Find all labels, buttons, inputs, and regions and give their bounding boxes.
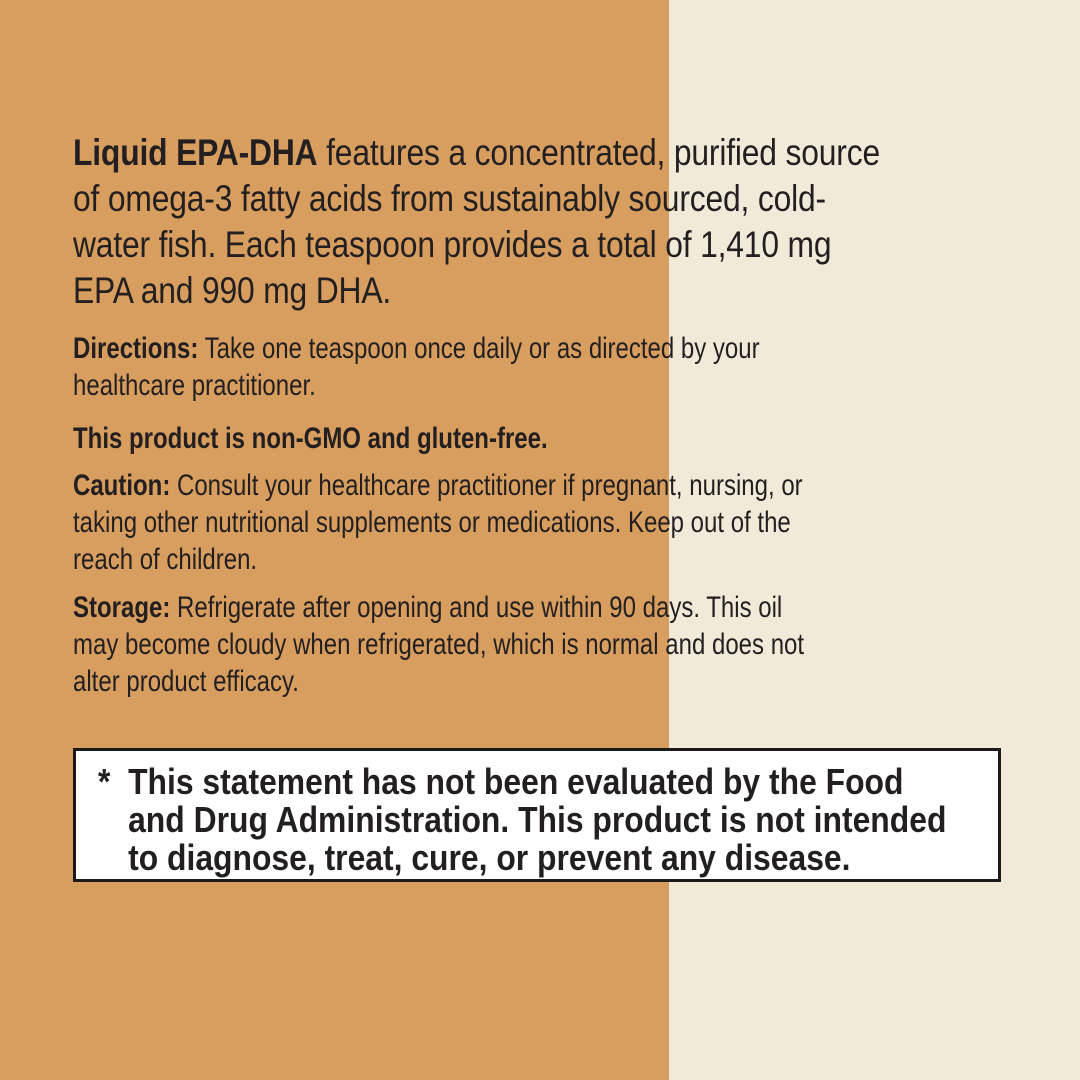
- non-gmo-statement: This product is non-GMO and gluten-free.: [73, 422, 548, 455]
- directions-section: [73, 330, 993, 408]
- caution-line-3: reach of children.: [73, 543, 258, 576]
- disclaimer-line-3: to diagnose, treat, cure, or prevent any disease.: [128, 837, 851, 878]
- storage-line-1: Refrigerate after opening and use within 90 days. This oil: [170, 591, 783, 624]
- storage-line-3: alter product efficacy.: [73, 665, 299, 698]
- fda-disclaimer-box: [73, 748, 1001, 882]
- intro-section: [73, 130, 993, 314]
- storage-label: Storage:: [73, 591, 171, 624]
- intro-line-2: of omega-3 fatty acids from sustainably sourced, cold-: [73, 178, 826, 219]
- directions-label: Directions:: [73, 332, 199, 365]
- caution-paragraph: [73, 467, 993, 578]
- caution-line-2: taking other nutritional supplements or medications. Keep out of the: [73, 506, 791, 539]
- storage-line-2: may become cloudy when refrigerated, which is normal and does not: [73, 628, 805, 661]
- non-gmo-section: [73, 420, 993, 458]
- caution-label: Caution:: [73, 469, 171, 502]
- intro-line-4: EPA and 990 mg DHA.: [73, 270, 392, 311]
- label-text-block: [73, 130, 993, 705]
- disclaimer-asterisk: *: [98, 761, 111, 802]
- disclaimer-text: [128, 763, 1013, 877]
- disclaimer-line-2: and Drug Administration. This product is not intended: [128, 799, 947, 840]
- caution-line-1: Consult your healthcare practitioner if pregnant, nursing, or: [170, 469, 803, 502]
- caution-section: [73, 467, 993, 583]
- storage-section: [73, 589, 993, 705]
- intro-line-3: water fish. Each teaspoon provides a total of 1,410 mg: [73, 224, 832, 265]
- directions-line-2: healthcare practitioner.: [73, 369, 316, 402]
- directions-paragraph: [73, 330, 993, 404]
- intro-paragraph: [73, 130, 993, 314]
- fda-disclaimer-content: [98, 763, 983, 877]
- disclaimer-line-1: This statement has not been evaluated by the Food: [128, 761, 904, 802]
- storage-paragraph: [73, 589, 993, 700]
- product-name: Liquid EPA-DHA: [73, 132, 318, 173]
- directions-line-1: Take one teaspoon once daily or as directed by your: [198, 332, 760, 365]
- intro-line-1: features a concentrated, purified source: [317, 132, 880, 173]
